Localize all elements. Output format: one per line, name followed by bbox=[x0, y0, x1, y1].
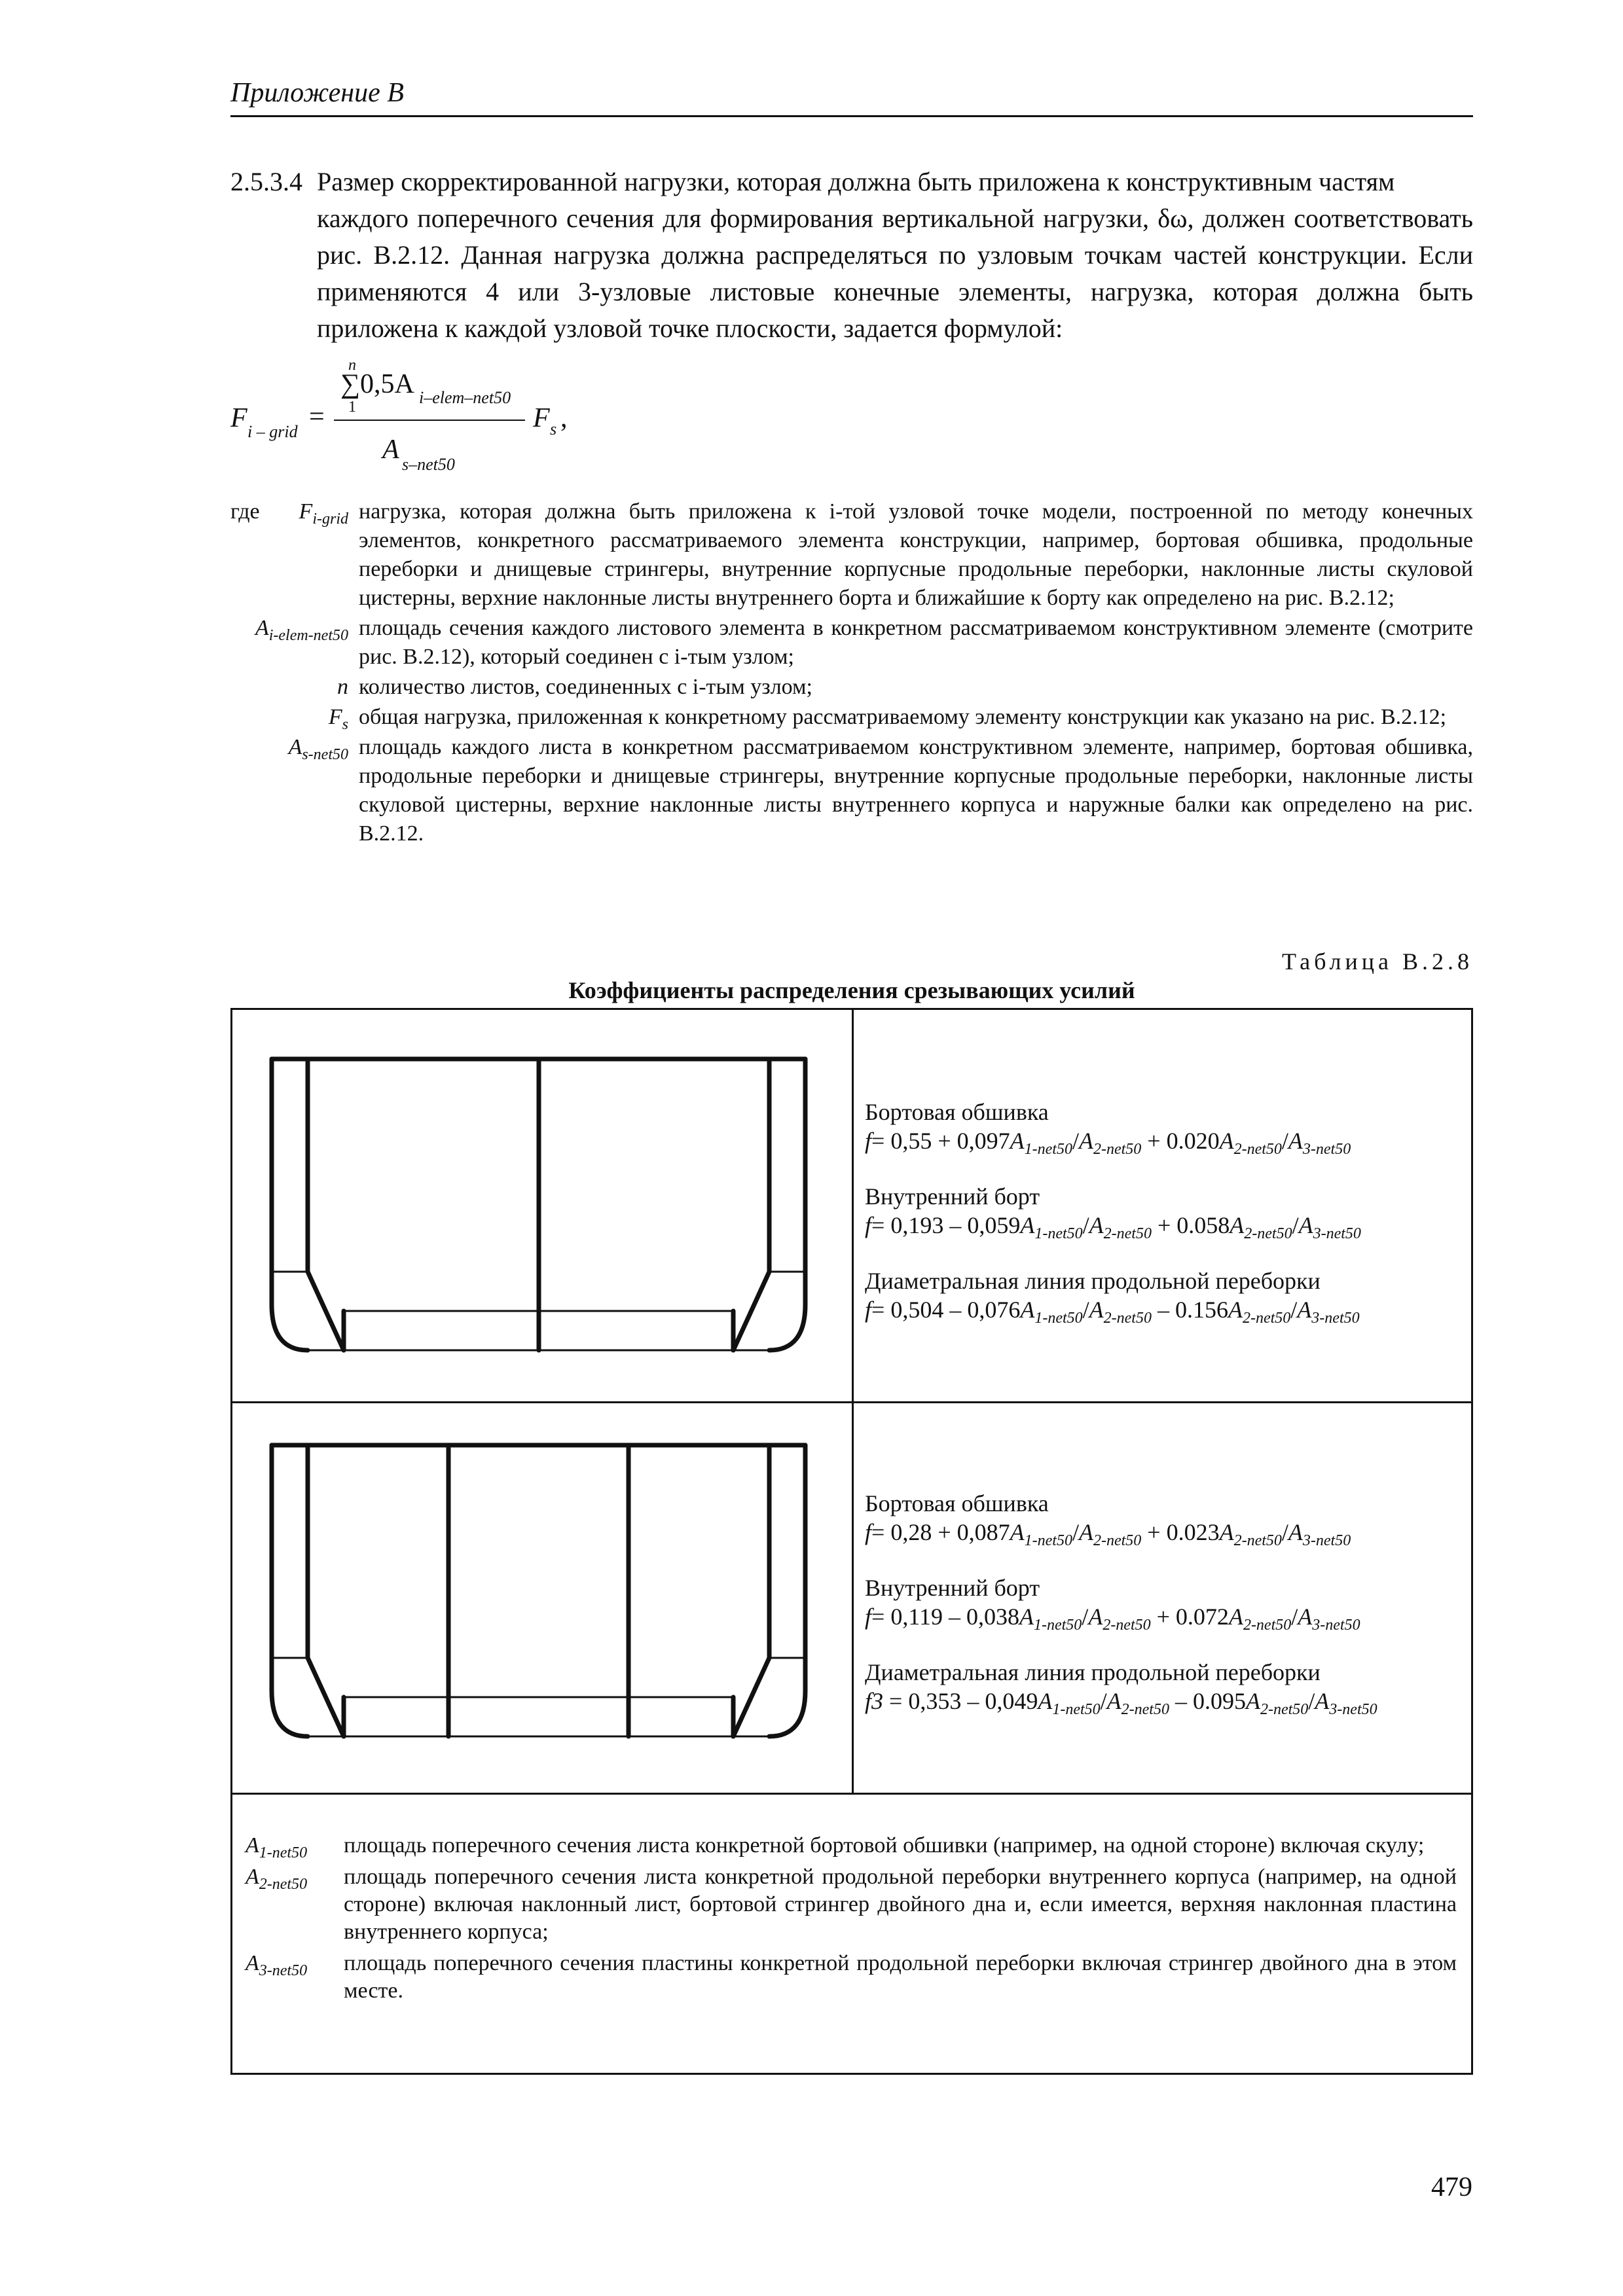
area-sub: 1-net50 bbox=[1024, 1141, 1072, 1158]
slash: / bbox=[1072, 1128, 1079, 1154]
hull-section-diagram-1 bbox=[259, 1043, 822, 1370]
area-sub: 3-net50 bbox=[1329, 1701, 1377, 1719]
slash: / bbox=[1292, 1212, 1299, 1239]
page-number: 479 bbox=[1431, 2172, 1472, 2202]
definition-text: нагрузка, которая должна быть приложена к i-той узловой точке модели, построенной по методу конечных элементов, конкретного рассматриваемого элемента конструкции, например, бортовая обшивка, продольные переборки и днищевые стрингеры, внутренние корпусные продольные переборки, наклонные листы скуловой цистерны, верхние наклонные листы внутреннего борта и ближайшие к борту как определено на рис. В.2.12; bbox=[359, 499, 1473, 610]
fraction-bar bbox=[334, 420, 525, 421]
area-sub: 1-net50 bbox=[1024, 1532, 1072, 1550]
distribution-formula bbox=[865, 1295, 1454, 1333]
distribution-formula bbox=[865, 1211, 1454, 1248]
area-sub: 2-net50 bbox=[1233, 1141, 1282, 1158]
formula-var: f bbox=[865, 1297, 872, 1323]
section-number: 2.5.3.4 bbox=[230, 167, 302, 196]
side-shell bbox=[272, 1445, 308, 1736]
area-var: A bbox=[1078, 1519, 1093, 1545]
definition-item bbox=[230, 673, 1473, 702]
area-var: A bbox=[1020, 1212, 1035, 1239]
area-var: A bbox=[1288, 1128, 1303, 1154]
formula-coef: = 0,353 – 0,049 bbox=[883, 1688, 1038, 1715]
area-var: A bbox=[1106, 1688, 1122, 1715]
area-var: A bbox=[1230, 1212, 1245, 1239]
formula-var: f bbox=[865, 1212, 872, 1239]
area-var: A bbox=[1078, 1128, 1093, 1154]
definition-text: площадь сечения каждого листового элемента в конкретном рассматриваемом конструктивном элементе (смотрите рис. В.2.12), который соединен с i-тым узлом; bbox=[359, 616, 1473, 669]
formula-coef: = 0,504 – 0,076 bbox=[871, 1297, 1021, 1323]
slash: / bbox=[1100, 1688, 1107, 1715]
formula-coef: + 0.020 bbox=[1141, 1128, 1220, 1154]
section-paragraph bbox=[230, 164, 1473, 347]
section-text-rest: каждого поперечного сечения для формирования вертикальной нагрузки, δω, должен соответствовать рис. В.2.12. Данная нагрузка должна распределяться по узловым точкам частей конструкции. Если применяются 4 или 3-узловые листовые конечные элементы, нагрузка, которая должна быть приложена к каждой узловой точке плоскости, задается формулой: bbox=[317, 204, 1473, 343]
hull-section-diagram-2 bbox=[259, 1429, 822, 1756]
area-sub: 2-net50 bbox=[1242, 1310, 1291, 1327]
section-text-line1: Размер скорректированной нагрузки, которая должна быть приложена к конструктивным частям bbox=[317, 167, 1395, 196]
formula-label: Диаметральная линия продольной переборки bbox=[865, 1659, 1321, 1686]
formula-denominator-sub: s–net50 bbox=[402, 455, 455, 474]
area-sub: 2-net50 bbox=[1093, 1532, 1142, 1550]
side-shell bbox=[272, 1059, 308, 1350]
area-var: A bbox=[1010, 1519, 1025, 1545]
definition-symbol: A bbox=[288, 735, 302, 759]
area-sub: 2-net50 bbox=[1103, 1310, 1152, 1327]
area-var: A bbox=[1298, 1604, 1313, 1630]
definition-item bbox=[230, 614, 1473, 672]
where-label: где bbox=[230, 499, 260, 524]
definition-subscript: s bbox=[342, 715, 348, 733]
row2-formulas bbox=[865, 1480, 1454, 1725]
area-var: A bbox=[1088, 1604, 1103, 1630]
area-sub: 2-net50 bbox=[1103, 1617, 1151, 1634]
distribution-formula bbox=[865, 1518, 1454, 1555]
inner-side-bulkhead bbox=[733, 1059, 769, 1350]
area-sub: 1-net50 bbox=[1034, 1225, 1083, 1243]
distribution-formula bbox=[865, 1602, 1454, 1640]
definition-symbol: A bbox=[255, 616, 269, 640]
definition-text: общая нагрузка, приложенная к конкретному рассматриваемому элементу конструкции как указано на рис. В.2.12; bbox=[359, 705, 1447, 729]
definitions-list bbox=[230, 497, 1473, 850]
formula-coef: – 0.156 bbox=[1151, 1297, 1228, 1323]
area-sub: 2-net50 bbox=[1244, 1225, 1292, 1243]
definition-subscript: i-elem-net50 bbox=[268, 626, 348, 644]
area-sub: 2-net50 bbox=[1233, 1532, 1282, 1550]
definition-item bbox=[230, 703, 1473, 732]
area-var: A bbox=[1288, 1519, 1303, 1545]
area-sub: 2-net50 bbox=[1103, 1225, 1152, 1243]
formula-equals: = bbox=[309, 402, 325, 432]
formula-lhs: F bbox=[230, 403, 247, 433]
area-var: A bbox=[1020, 1297, 1035, 1323]
formula-label: Внутренний борт bbox=[865, 1183, 1040, 1210]
formula-label: Внутренний борт bbox=[865, 1575, 1040, 1602]
table-title: Коэффициенты распределения срезывающих усилий bbox=[568, 977, 1135, 1003]
coefficients-table bbox=[230, 1008, 1473, 2075]
table-row-divider bbox=[232, 1793, 1471, 1795]
area-sub: 2-net50 bbox=[1121, 1701, 1169, 1719]
area-var: A bbox=[1038, 1688, 1053, 1715]
formula-coef: = 0,193 – 0,059 bbox=[871, 1212, 1021, 1239]
formula-rhs: F bbox=[533, 403, 550, 433]
definition-text: количество листов, соединенных с i-тым узлом; bbox=[359, 675, 812, 699]
area-var: A bbox=[1219, 1519, 1234, 1545]
area-var: A bbox=[1089, 1297, 1104, 1323]
formula-numerator: ∑0,5A bbox=[340, 369, 414, 399]
area-sub: 3-net50 bbox=[1312, 1617, 1360, 1634]
definition-item bbox=[230, 733, 1473, 848]
area-sub: 2-net50 bbox=[1243, 1617, 1292, 1634]
formula-coef: + 0.023 bbox=[1141, 1519, 1220, 1545]
area-sub: 3-net50 bbox=[1302, 1532, 1351, 1550]
area-var: A bbox=[1019, 1604, 1034, 1630]
area-var: A bbox=[1297, 1297, 1312, 1323]
area-var: A bbox=[1089, 1212, 1104, 1239]
definition-symbol: F bbox=[328, 705, 342, 729]
area-sub: 1-net50 bbox=[1033, 1617, 1082, 1634]
area-sub: 2-net50 bbox=[1093, 1141, 1142, 1158]
distribution-formula bbox=[865, 1126, 1454, 1164]
formula-var: f bbox=[865, 1128, 872, 1154]
area-sub: 3-net50 bbox=[1311, 1310, 1360, 1327]
formula-denominator: A bbox=[382, 435, 399, 465]
slash: / bbox=[1082, 1604, 1089, 1630]
inner-side-bulkhead bbox=[308, 1059, 344, 1350]
area-var: A bbox=[1245, 1688, 1260, 1715]
note-symbol: A bbox=[246, 1833, 259, 1857]
formula-lhs-sub: i – grid bbox=[247, 422, 298, 441]
definition-subscript: i-grid bbox=[312, 510, 348, 528]
formula-var: f3 bbox=[865, 1688, 884, 1715]
note-item bbox=[246, 1863, 1457, 1946]
table-notes bbox=[246, 1832, 1457, 2009]
formula-label: Диаметральная линия продольной переборки bbox=[865, 1268, 1321, 1295]
side-shell bbox=[769, 1445, 805, 1736]
definition-subscript: s-net50 bbox=[302, 745, 348, 763]
area-sub: 3-net50 bbox=[1313, 1225, 1361, 1243]
area-var: A bbox=[1298, 1212, 1313, 1239]
slash: / bbox=[1082, 1212, 1089, 1239]
area-sub: 1-net50 bbox=[1034, 1310, 1083, 1327]
formula bbox=[230, 357, 820, 488]
slash: / bbox=[1281, 1519, 1288, 1545]
note-text: площадь поперечного сечения пластины конкретной продольной переборки включая стрингер двойного дна в этом месте. bbox=[344, 1951, 1457, 2003]
table-column-divider bbox=[852, 1010, 854, 1793]
area-sub: 1-net50 bbox=[1052, 1701, 1101, 1719]
note-symbol: A bbox=[246, 1951, 259, 1975]
area-var: A bbox=[1228, 1604, 1243, 1630]
definition-item bbox=[230, 497, 1473, 613]
note-subscript: 1-net50 bbox=[259, 1844, 308, 1861]
note-text: площадь поперечного сечения листа конкретной продольной переборки внутреннего корпуса (например, на одной стороне) включая наклонный лист, бортовой стрингер двойного дна и, если имеется, верхняя наклонная пластина внутреннего корпуса; bbox=[344, 1865, 1457, 1944]
formula-sum-top: n bbox=[348, 357, 356, 374]
slash: / bbox=[1290, 1297, 1298, 1323]
note-item bbox=[246, 1832, 1457, 1859]
area-var: A bbox=[1010, 1128, 1025, 1154]
note-subscript: 3-net50 bbox=[259, 1962, 308, 1979]
formula-coef: + 0.072 bbox=[1150, 1604, 1229, 1630]
area-sub: 2-net50 bbox=[1260, 1701, 1309, 1719]
slash: / bbox=[1281, 1128, 1288, 1154]
side-shell bbox=[769, 1059, 805, 1350]
running-header: Приложение В bbox=[230, 78, 404, 108]
distribution-formula bbox=[865, 1687, 1454, 1724]
formula-rhs-sub: s bbox=[550, 420, 557, 439]
formula-sum-bottom: 1 bbox=[348, 399, 356, 416]
formula-coef: + 0.058 bbox=[1151, 1212, 1230, 1239]
slash: / bbox=[1072, 1519, 1079, 1545]
note-subscript: 2-net50 bbox=[259, 1875, 308, 1893]
formula-numerator-sub: i–elem–net50 bbox=[419, 388, 511, 407]
row1-formulas bbox=[865, 1088, 1454, 1333]
formula-coef: = 0,119 – 0,038 bbox=[871, 1604, 1019, 1630]
formula-coef: = 0,28 + 0,087 bbox=[871, 1519, 1010, 1545]
table-caption: Таблица В.2.8 bbox=[1282, 948, 1473, 975]
note-text: площадь поперечного сечения листа конкретной бортовой обшивки (например, на одной стороне) включая скулу; bbox=[344, 1833, 1425, 1857]
slash: / bbox=[1291, 1604, 1298, 1630]
definition-symbol: n bbox=[337, 675, 348, 699]
slash: / bbox=[1082, 1297, 1089, 1323]
formula-coef: – 0.095 bbox=[1169, 1688, 1246, 1715]
definition-text: площадь каждого листа в конкретном рассматриваемом конструктивном элементе, например, бортовая обшивка, продольные переборки и днищевые стрингеры, внутренние корпусные продольные переборки, наклонные листы скуловой цистерны, верхние наклонные листы внутреннего корпуса и наружные балки как определено на рис. В.2.12. bbox=[359, 735, 1473, 846]
formula-tail: , bbox=[560, 403, 568, 433]
formula-coef: = 0,55 + 0,097 bbox=[871, 1128, 1010, 1154]
area-var: A bbox=[1219, 1128, 1234, 1154]
formula-label: Бортовая обшивка bbox=[865, 1099, 1049, 1125]
header-rule bbox=[230, 115, 1473, 117]
formula-var: f bbox=[865, 1519, 872, 1545]
inner-side-bulkhead bbox=[733, 1445, 769, 1736]
note-item bbox=[246, 1950, 1457, 2005]
slash: / bbox=[1308, 1688, 1315, 1715]
area-var: A bbox=[1315, 1688, 1330, 1715]
area-sub: 3-net50 bbox=[1302, 1141, 1351, 1158]
inner-side-bulkhead bbox=[308, 1445, 344, 1736]
definition-symbol: F bbox=[299, 499, 313, 524]
formula-label: Бортовая обшивка bbox=[865, 1490, 1049, 1516]
note-symbol: A bbox=[246, 1865, 259, 1889]
area-var: A bbox=[1228, 1297, 1243, 1323]
formula-var: f bbox=[865, 1604, 872, 1630]
